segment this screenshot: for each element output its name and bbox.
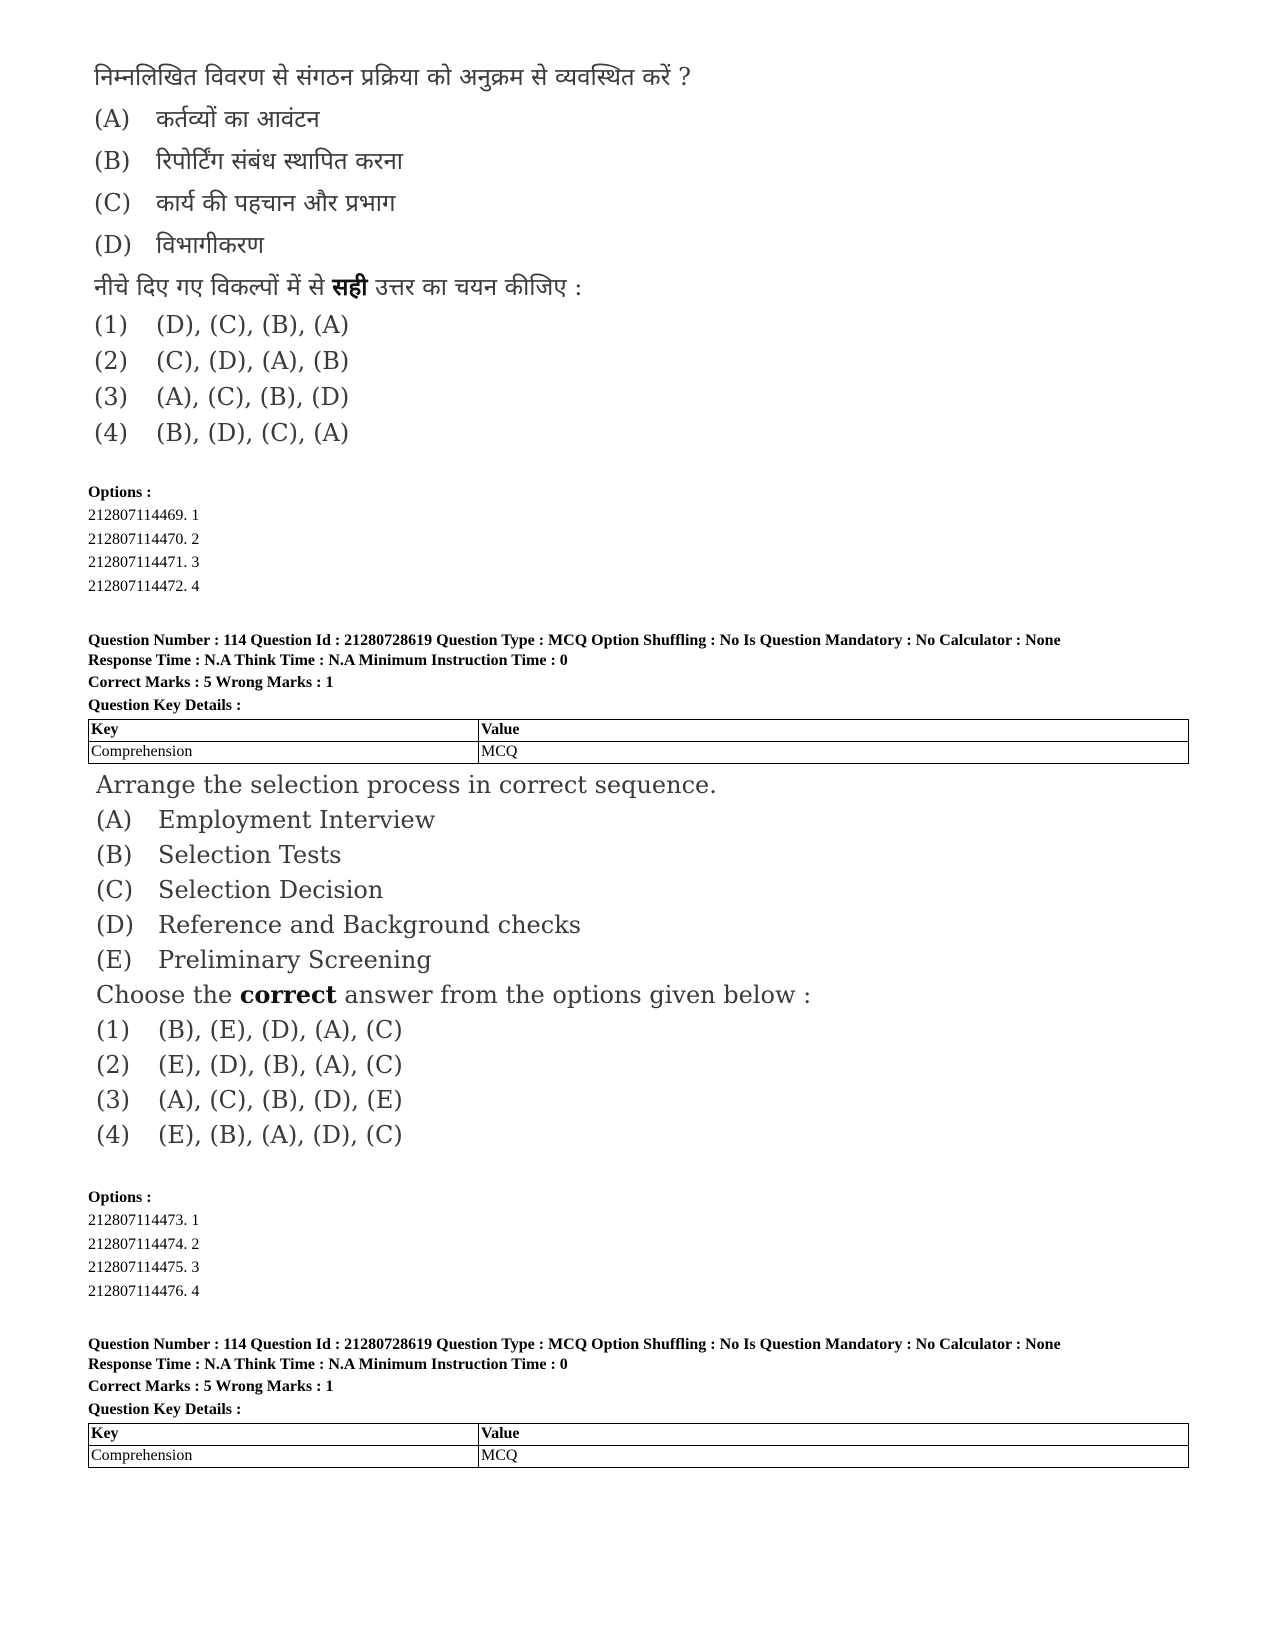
question-114-stem: Arrange the selection process in correct sequence. [96, 771, 717, 799]
question-next-header [88, 1335, 1189, 1468]
key-details-label: Question Key Details : [88, 1401, 242, 1418]
choice-1: (1) (B), (E), (D), (A), (C) [96, 1016, 403, 1044]
table-cell-value: MCQ [479, 1446, 1189, 1468]
key-details-label: Question Key Details : [88, 697, 242, 714]
table-header-key: Key [89, 1424, 479, 1446]
option-item: 212807114476. 4 [88, 1282, 200, 1300]
question-113-image [94, 62, 691, 448]
question-marks: Correct Marks : 5 Wrong Marks : 1 [88, 1378, 334, 1395]
key-details-table [88, 1423, 1189, 1468]
key-details-table [88, 719, 1189, 764]
question-timing: Response Time : N.A Think Time : N.A Minimum Instruction Time : 0 [88, 1356, 568, 1373]
options-block-113 [88, 482, 199, 598]
question-113-stem: निम्नलिखित विवरण से संगठन प्रक्रिया को अनुक्रम से व्यवस्थित करें ? [94, 63, 691, 91]
choice-2: (2) (E), (D), (B), (A), (C) [96, 1051, 403, 1079]
choice-4: (4) (E), (B), (A), (D), (C) [96, 1121, 403, 1149]
item-d: (D) Reference and Background checks [96, 911, 582, 939]
table-cell-key: Comprehension [89, 742, 479, 764]
item-c: (C) कार्य की पहचान और प्रभाग [94, 189, 396, 217]
option-item: 212807114474. 2 [88, 1235, 200, 1253]
table-cell-key: Comprehension [89, 1446, 479, 1468]
option-item: 212807114471. 3 [88, 554, 200, 571]
question-meta: Question Number : 114 Question Id : 21280728619 Question Type : MCQ Option Shuffling : No Is Question Mandatory : No Calculator : None [88, 632, 1061, 649]
choice-4: (4) (B), (D), (C), (A) [94, 419, 350, 447]
item-a: (A) कर्तव्यों का आवंटन [94, 105, 320, 133]
options-block-114 [88, 1187, 199, 1303]
option-item: 212807114469. 1 [88, 507, 200, 524]
item-e: (E) Preliminary Screening [96, 946, 432, 974]
choice-3: (3) (A), (C), (B), (D) [94, 383, 350, 411]
choice-3: (3) (A), (C), (B), (D), (E) [96, 1086, 403, 1114]
table-header-value: Value [479, 1424, 1189, 1446]
question-marks: Correct Marks : 5 Wrong Marks : 1 [88, 674, 334, 691]
option-item: 212807114470. 2 [88, 530, 200, 548]
item-d: (D) विभागीकरण [94, 231, 264, 259]
table-header-key: Key [89, 720, 479, 742]
table-cell-value: MCQ [479, 742, 1189, 764]
choice-2: (2) (C), (D), (A), (B) [94, 347, 350, 375]
option-item: 212807114472. 4 [88, 577, 200, 595]
item-b: (B) रिपोर्टिंग संबंध स्थापित करना [94, 147, 403, 175]
option-item: 212807114475. 3 [88, 1259, 200, 1276]
question-114-header [88, 631, 1189, 764]
option-item: 212807114473. 1 [88, 1212, 200, 1229]
item-a: (A) Employment Interview [96, 806, 436, 834]
choice-1: (1) (D), (C), (B), (A) [94, 311, 350, 339]
table-header-value: Value [479, 720, 1189, 742]
options-heading: Options : [88, 484, 152, 501]
instruction: Choose the correct answer from the options given below : [96, 980, 812, 1009]
question-timing: Response Time : N.A Think Time : N.A Minimum Instruction Time : 0 [88, 652, 568, 669]
options-heading: Options : [88, 1189, 152, 1206]
item-c: (C) Selection Decision [96, 876, 384, 904]
item-b: (B) Selection Tests [96, 841, 342, 869]
question-114-image [96, 770, 811, 1150]
instruction: नीचे दिए गए विकल्पों में से सही उत्तर का चयन कीजिए : [94, 272, 583, 301]
question-meta: Question Number : 114 Question Id : 21280728619 Question Type : MCQ Option Shuffling : No Is Question Mandatory : No Calculator : None [88, 1336, 1061, 1353]
